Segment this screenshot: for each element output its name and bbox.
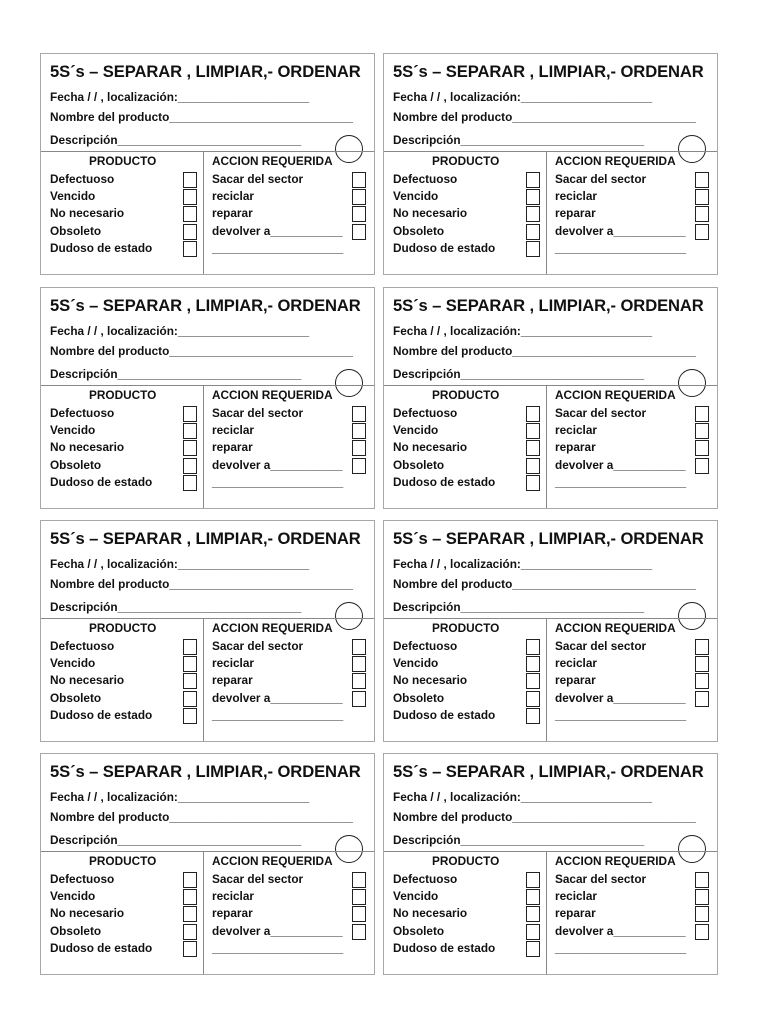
accion-item: reparar [212, 440, 253, 454]
producto-item: Vencido [50, 189, 96, 203]
producto-item: No necesario [393, 673, 468, 687]
accion-item: ____________________ [212, 241, 344, 255]
producto-item: Obsoleto [393, 458, 445, 472]
producto-checkbox[interactable] [183, 423, 197, 439]
accion-checkbox[interactable] [695, 206, 709, 222]
card-title: 5S´s – SEPARAR , LIMPIAR,- ORDENAR [50, 762, 361, 781]
producto-item: Obsoleto [393, 224, 445, 238]
accion-item: ____________________ [555, 941, 687, 955]
producto-checkbox[interactable] [526, 924, 540, 940]
producto-checkbox[interactable] [183, 639, 197, 655]
card-title: 5S´s – SEPARAR , LIMPIAR,- ORDENAR [393, 296, 704, 315]
accion-checkbox[interactable] [695, 423, 709, 439]
producto-item: Defectuoso [50, 639, 115, 653]
nombre-producto-field: Nombre del producto____________________________ [393, 110, 696, 124]
producto-header: PRODUCTO [432, 621, 500, 635]
accion-item: reciclar [555, 656, 597, 670]
producto-checkbox[interactable] [183, 406, 197, 422]
producto-checkbox[interactable] [183, 172, 197, 188]
producto-item: No necesario [393, 906, 468, 920]
accion-checkbox[interactable] [352, 440, 366, 456]
accion-checkbox[interactable] [695, 906, 709, 922]
nombre-producto-field: Nombre del producto____________________________ [50, 110, 353, 124]
producto-item: Defectuoso [393, 639, 458, 653]
producto-item: No necesario [50, 906, 125, 920]
producto-header: PRODUCTO [89, 621, 157, 635]
accion-item: Sacar del sector [555, 872, 647, 886]
5s-label-card [383, 520, 718, 742]
fecha-localizacion-field: Fecha / / , localización:____________________ [393, 90, 653, 104]
producto-checkbox[interactable] [526, 406, 540, 422]
accion-item: Sacar del sector [212, 872, 304, 886]
producto-checkbox[interactable] [526, 889, 540, 905]
section-divider [384, 618, 717, 619]
accion-item: reciclar [555, 189, 597, 203]
descripcion-field: Descripción____________________________ [393, 367, 645, 381]
accion-checkbox[interactable] [695, 172, 709, 188]
accion-checkbox[interactable] [695, 224, 709, 240]
accion-checkbox[interactable] [695, 889, 709, 905]
producto-checkbox[interactable] [183, 941, 197, 957]
accion-requerida-header: ACCION REQUERIDA [212, 854, 333, 868]
producto-item: Defectuoso [50, 872, 115, 886]
producto-item: Defectuoso [393, 872, 458, 886]
card-title: 5S´s – SEPARAR , LIMPIAR,- ORDENAR [50, 62, 361, 81]
fecha-localizacion-field: Fecha / / , localización:____________________ [50, 557, 310, 571]
section-divider [384, 151, 717, 152]
descripcion-field: Descripción____________________________ [393, 833, 645, 847]
producto-item: No necesario [393, 440, 468, 454]
5s-label-card [383, 287, 718, 509]
accion-checkbox[interactable] [352, 189, 366, 205]
producto-item: Dudoso de estado [393, 941, 496, 955]
producto-checkbox[interactable] [526, 475, 540, 491]
accion-checkbox[interactable] [352, 406, 366, 422]
producto-item: Obsoleto [393, 691, 445, 705]
accion-item: Sacar del sector [212, 639, 304, 653]
accion-checkbox[interactable] [695, 458, 709, 474]
producto-checkbox[interactable] [526, 872, 540, 888]
stamp-circle [678, 602, 706, 630]
producto-header: PRODUCTO [432, 388, 500, 402]
producto-header: PRODUCTO [432, 154, 500, 168]
producto-item: Defectuoso [393, 406, 458, 420]
producto-item: Obsoleto [393, 924, 445, 938]
producto-header: PRODUCTO [89, 854, 157, 868]
accion-checkbox[interactable] [352, 889, 366, 905]
accion-item: reciclar [212, 889, 254, 903]
accion-requerida-header: ACCION REQUERIDA [555, 854, 676, 868]
producto-item: Dudoso de estado [393, 708, 496, 722]
producto-checkbox[interactable] [183, 656, 197, 672]
accion-item: Sacar del sector [555, 172, 647, 186]
accion-requerida-header: ACCION REQUERIDA [555, 621, 676, 635]
producto-item: Vencido [50, 423, 96, 437]
section-divider [41, 385, 374, 386]
column-divider [546, 851, 547, 974]
nombre-producto-field: Nombre del producto____________________________ [393, 344, 696, 358]
accion-item: reparar [212, 673, 253, 687]
column-divider [203, 151, 204, 274]
accion-item: Sacar del sector [212, 172, 304, 186]
producto-checkbox[interactable] [183, 673, 197, 689]
producto-item: Vencido [393, 889, 439, 903]
producto-item: Defectuoso [50, 406, 115, 420]
producto-checkbox[interactable] [526, 691, 540, 707]
producto-item: Vencido [50, 889, 96, 903]
column-divider [546, 618, 547, 741]
accion-checkbox[interactable] [352, 639, 366, 655]
descripcion-field: Descripción____________________________ [393, 133, 645, 147]
producto-item: Vencido [393, 656, 439, 670]
producto-item: Vencido [50, 656, 96, 670]
stamp-circle [335, 369, 363, 397]
producto-checkbox[interactable] [526, 241, 540, 257]
accion-item: reparar [555, 673, 596, 687]
5s-label-card [383, 53, 718, 275]
section-divider [384, 385, 717, 386]
accion-checkbox[interactable] [695, 872, 709, 888]
card-title: 5S´s – SEPARAR , LIMPIAR,- ORDENAR [393, 762, 704, 781]
accion-checkbox[interactable] [352, 673, 366, 689]
producto-checkbox[interactable] [526, 206, 540, 222]
fecha-localizacion-field: Fecha / / , localización:____________________ [50, 90, 310, 104]
accion-item: reciclar [555, 889, 597, 903]
stamp-circle [335, 135, 363, 163]
producto-checkbox[interactable] [183, 906, 197, 922]
accion-checkbox[interactable] [352, 656, 366, 672]
accion-item: reciclar [212, 189, 254, 203]
producto-item: Defectuoso [393, 172, 458, 186]
fecha-localizacion-field: Fecha / / , localización:____________________ [393, 790, 653, 804]
accion-checkbox[interactable] [352, 172, 366, 188]
accion-item: devolver a___________ [212, 691, 343, 705]
column-divider [546, 151, 547, 274]
accion-requerida-header: ACCION REQUERIDA [212, 621, 333, 635]
descripcion-field: Descripción____________________________ [50, 600, 302, 614]
accion-checkbox[interactable] [695, 406, 709, 422]
stamp-circle [678, 369, 706, 397]
producto-item: No necesario [393, 206, 468, 220]
producto-checkbox[interactable] [526, 224, 540, 240]
accion-checkbox[interactable] [695, 639, 709, 655]
card-title: 5S´s – SEPARAR , LIMPIAR,- ORDENAR [393, 62, 704, 81]
column-divider [546, 385, 547, 508]
accion-requerida-header: ACCION REQUERIDA [212, 388, 333, 402]
stamp-circle [335, 602, 363, 630]
accion-item: devolver a___________ [212, 924, 343, 938]
producto-item: Dudoso de estado [393, 475, 496, 489]
accion-item: ____________________ [212, 941, 344, 955]
producto-item: Dudoso de estado [50, 941, 153, 955]
fecha-localizacion-field: Fecha / / , localización:____________________ [50, 790, 310, 804]
producto-checkbox[interactable] [183, 224, 197, 240]
card-title: 5S´s – SEPARAR , LIMPIAR,- ORDENAR [50, 529, 361, 548]
producto-header: PRODUCTO [89, 154, 157, 168]
producto-item: Dudoso de estado [50, 241, 153, 255]
producto-checkbox[interactable] [183, 458, 197, 474]
producto-item: No necesario [50, 440, 125, 454]
nombre-producto-field: Nombre del producto____________________________ [50, 344, 353, 358]
producto-item: No necesario [50, 673, 125, 687]
producto-header: PRODUCTO [432, 854, 500, 868]
accion-checkbox[interactable] [352, 423, 366, 439]
producto-checkbox[interactable] [526, 673, 540, 689]
column-divider [203, 618, 204, 741]
accion-item: Sacar del sector [212, 406, 304, 420]
accion-requerida-header: ACCION REQUERIDA [212, 154, 333, 168]
card-title: 5S´s – SEPARAR , LIMPIAR,- ORDENAR [393, 529, 704, 548]
nombre-producto-field: Nombre del producto____________________________ [393, 810, 696, 824]
producto-item: Dudoso de estado [50, 708, 153, 722]
accion-checkbox[interactable] [352, 691, 366, 707]
column-divider [203, 385, 204, 508]
descripcion-field: Descripción____________________________ [50, 133, 302, 147]
accion-item: ____________________ [555, 708, 687, 722]
accion-item: reparar [555, 906, 596, 920]
5s-label-card [40, 753, 375, 975]
accion-item: devolver a___________ [555, 224, 686, 238]
accion-item: ____________________ [212, 475, 344, 489]
producto-checkbox[interactable] [526, 189, 540, 205]
producto-item: Dudoso de estado [393, 241, 496, 255]
producto-checkbox[interactable] [183, 189, 197, 205]
producto-item: Dudoso de estado [50, 475, 153, 489]
producto-item: Vencido [393, 189, 439, 203]
accion-item: ____________________ [212, 708, 344, 722]
producto-checkbox[interactable] [183, 872, 197, 888]
5s-label-card [40, 53, 375, 275]
accion-item: reciclar [212, 423, 254, 437]
descripcion-field: Descripción____________________________ [50, 367, 302, 381]
accion-checkbox[interactable] [352, 906, 366, 922]
section-divider [41, 618, 374, 619]
descripcion-field: Descripción____________________________ [50, 833, 302, 847]
producto-item: Obsoleto [50, 458, 102, 472]
producto-checkbox[interactable] [183, 241, 197, 257]
accion-item: devolver a___________ [555, 924, 686, 938]
accion-checkbox[interactable] [695, 924, 709, 940]
section-divider [41, 851, 374, 852]
descripcion-field: Descripción____________________________ [393, 600, 645, 614]
producto-checkbox[interactable] [183, 206, 197, 222]
fecha-localizacion-field: Fecha / / , localización:____________________ [393, 324, 653, 338]
accion-item: devolver a___________ [212, 458, 343, 472]
accion-item: reciclar [212, 656, 254, 670]
accion-checkbox[interactable] [352, 872, 366, 888]
fecha-localizacion-field: Fecha / / , localización:____________________ [393, 557, 653, 571]
accion-item: Sacar del sector [555, 406, 647, 420]
5s-label-card [383, 753, 718, 975]
accion-checkbox[interactable] [352, 924, 366, 940]
accion-item: devolver a___________ [555, 458, 686, 472]
producto-checkbox[interactable] [526, 656, 540, 672]
producto-checkbox[interactable] [526, 639, 540, 655]
producto-checkbox[interactable] [183, 924, 197, 940]
5s-label-card [40, 520, 375, 742]
producto-checkbox[interactable] [526, 906, 540, 922]
accion-checkbox[interactable] [695, 656, 709, 672]
producto-item: Defectuoso [50, 172, 115, 186]
fecha-localizacion-field: Fecha / / , localización:____________________ [50, 324, 310, 338]
section-divider [384, 851, 717, 852]
producto-item: Obsoleto [50, 691, 102, 705]
stamp-circle [335, 835, 363, 863]
accion-requerida-header: ACCION REQUERIDA [555, 154, 676, 168]
accion-item: reparar [555, 206, 596, 220]
accion-checkbox[interactable] [352, 458, 366, 474]
5s-label-card [40, 287, 375, 509]
accion-item: devolver a___________ [212, 224, 343, 238]
column-divider [203, 851, 204, 974]
accion-requerida-header: ACCION REQUERIDA [555, 388, 676, 402]
producto-item: Vencido [393, 423, 439, 437]
accion-checkbox[interactable] [695, 691, 709, 707]
accion-item: ____________________ [555, 241, 687, 255]
accion-item: Sacar del sector [555, 639, 647, 653]
producto-checkbox[interactable] [183, 440, 197, 456]
producto-checkbox[interactable] [183, 708, 197, 724]
stamp-circle [678, 835, 706, 863]
producto-checkbox[interactable] [183, 691, 197, 707]
nombre-producto-field: Nombre del producto____________________________ [50, 810, 353, 824]
nombre-producto-field: Nombre del producto____________________________ [393, 577, 696, 591]
section-divider [41, 151, 374, 152]
accion-checkbox[interactable] [695, 440, 709, 456]
accion-item: devolver a___________ [555, 691, 686, 705]
accion-checkbox[interactable] [352, 224, 366, 240]
accion-checkbox[interactable] [695, 189, 709, 205]
accion-item: ____________________ [555, 475, 687, 489]
producto-checkbox[interactable] [526, 708, 540, 724]
accion-item: reparar [555, 440, 596, 454]
accion-checkbox[interactable] [352, 206, 366, 222]
producto-checkbox[interactable] [526, 440, 540, 456]
producto-item: Obsoleto [50, 924, 102, 938]
producto-item: No necesario [50, 206, 125, 220]
accion-checkbox[interactable] [695, 673, 709, 689]
accion-item: reparar [212, 906, 253, 920]
card-title: 5S´s – SEPARAR , LIMPIAR,- ORDENAR [50, 296, 361, 315]
producto-checkbox[interactable] [183, 889, 197, 905]
producto-header: PRODUCTO [89, 388, 157, 402]
producto-checkbox[interactable] [526, 458, 540, 474]
producto-item: Obsoleto [50, 224, 102, 238]
nombre-producto-field: Nombre del producto____________________________ [50, 577, 353, 591]
producto-checkbox[interactable] [526, 941, 540, 957]
producto-checkbox[interactable] [526, 423, 540, 439]
producto-checkbox[interactable] [183, 475, 197, 491]
stamp-circle [678, 135, 706, 163]
producto-checkbox[interactable] [526, 172, 540, 188]
accion-item: reciclar [555, 423, 597, 437]
accion-item: reparar [212, 206, 253, 220]
